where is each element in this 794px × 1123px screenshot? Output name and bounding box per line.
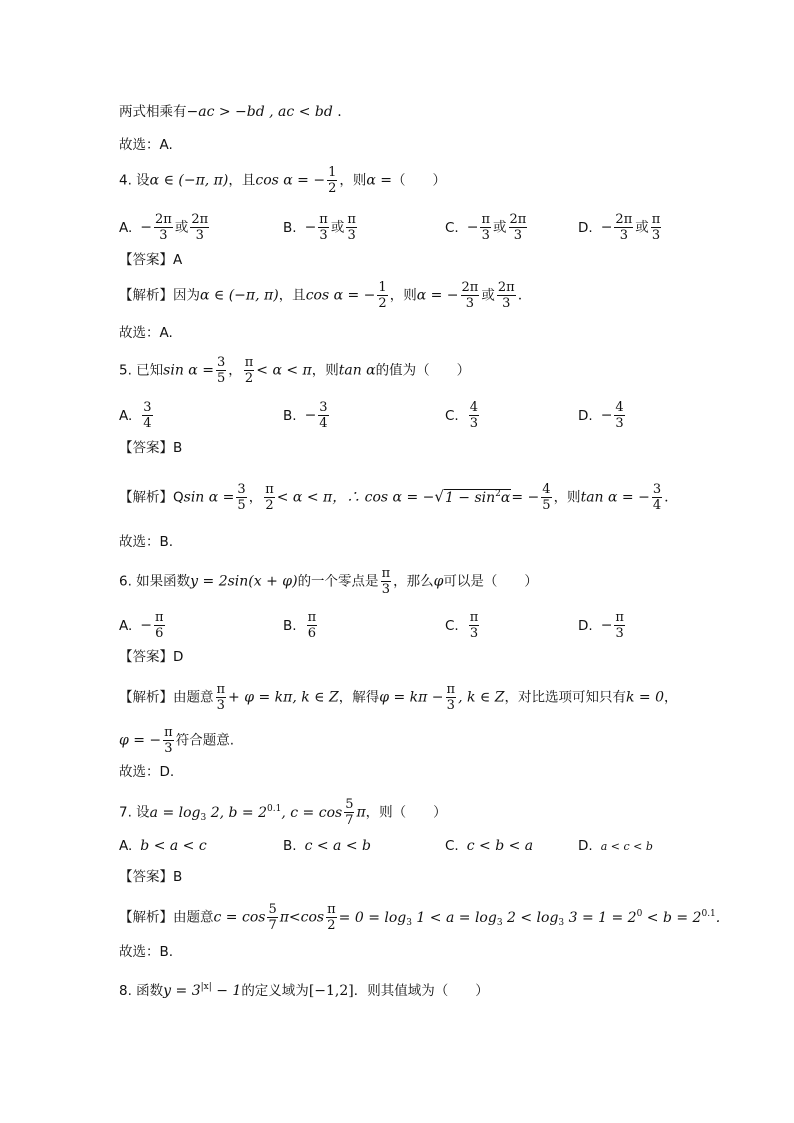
fraction: $\frac{2\pi}{3}$ <box>615 212 633 243</box>
formula: [−1,2] <box>308 983 354 999</box>
prose: 的值为（ ） <box>375 362 471 379</box>
prose: ，且 <box>228 172 256 189</box>
option-label: D. <box>578 617 593 634</box>
explanation-7 <box>119 902 720 933</box>
formula: − <box>600 617 613 634</box>
fraction: $\frac{2\pi}{3}$ <box>509 212 527 243</box>
option-d <box>578 212 663 243</box>
formula: φ = kπ − <box>379 689 444 706</box>
formula: − <box>304 407 317 424</box>
question-8 <box>119 977 489 1001</box>
option-c <box>445 212 529 243</box>
prose: ， <box>664 689 678 706</box>
formula: k = 0 <box>625 689 664 706</box>
fraction: $\frac{4}{5}$ <box>542 482 551 513</box>
fraction: $\frac{4}{3}$ <box>469 400 478 431</box>
prose: ，则（ ） <box>365 804 447 821</box>
prose: ，则 <box>339 172 367 189</box>
formula: sin α = <box>183 489 235 506</box>
formula: − <box>600 219 613 236</box>
prose: 【解析】由题意 <box>119 909 214 926</box>
option-b <box>283 610 319 641</box>
fraction: $\frac{2\pi}{3}$ <box>155 212 172 243</box>
prose: 或 <box>330 219 345 236</box>
option-label: D. <box>578 838 593 854</box>
formula: − <box>140 219 153 236</box>
prose: 或 <box>481 287 495 304</box>
option-label: C. <box>445 838 459 854</box>
formula: cos α = − <box>305 287 376 304</box>
fraction: $\frac{1}{2}$ <box>378 280 387 311</box>
option-a <box>119 610 167 641</box>
option-label: B. <box>283 838 297 854</box>
option-label: D. <box>578 407 593 424</box>
prose: . <box>332 104 342 120</box>
formula: − <box>600 407 613 424</box>
conclusion-line: 故选：A. <box>119 325 173 341</box>
answer-label: 【答案】B <box>119 869 183 885</box>
fraction: $\frac{3}{4}$ <box>319 400 328 431</box>
prose: . <box>517 287 523 304</box>
formula: α ∈ (−π, π) <box>149 172 229 189</box>
fraction: $\frac{\pi}{6}$ <box>307 610 317 641</box>
option-label: A. <box>119 617 133 634</box>
formula: − <box>140 617 153 634</box>
prose: 的定义域为 <box>241 983 309 999</box>
fraction: $\frac{\pi}{3}$ <box>446 682 456 713</box>
formula: b < a < c <box>140 838 207 854</box>
fraction: $\frac{3}{5}$ <box>237 482 246 513</box>
formula: c < b < a <box>466 838 534 854</box>
fraction: $\frac{\pi}{3}$ <box>481 212 490 243</box>
conclusion-line: 故选：B. <box>119 944 174 960</box>
prose: ， <box>228 362 242 379</box>
formula: − <box>304 219 317 236</box>
answer-label: 【答案】A <box>119 252 183 268</box>
answer-label: 【答案】D <box>119 649 184 665</box>
prose: 或 <box>174 219 189 236</box>
prose: 的一个零点是 <box>297 573 379 590</box>
formula: c = cos <box>213 909 266 926</box>
option-d <box>578 400 627 431</box>
formula: + φ = kπ, k ∈ Z <box>228 689 339 706</box>
fraction: $\frac{2\pi}{3}$ <box>191 212 209 243</box>
formula: c < a < b <box>304 838 371 854</box>
prose: . <box>664 489 669 506</box>
option-d <box>578 836 653 857</box>
formula: tan α <box>338 362 376 379</box>
fraction: $\frac{\pi}{3}$ <box>381 566 391 597</box>
explanation-4 <box>119 280 522 311</box>
prose: 符合题意. <box>175 732 235 749</box>
option-label: B. <box>283 617 297 634</box>
fraction: $\frac{3}{4}$ <box>652 482 662 513</box>
prose: 5. 已知 <box>119 362 164 379</box>
option-a <box>119 836 207 856</box>
formula: α = − <box>416 287 459 304</box>
formula: $y = 3^{|x|} - 1$ <box>163 982 242 999</box>
option-label: A. <box>119 407 133 424</box>
option-a <box>119 212 211 243</box>
fraction: $\frac{\pi}{2}$ <box>244 355 254 386</box>
prose: （ ） <box>392 172 447 189</box>
prose: ，解得 <box>338 689 380 706</box>
option-label: B. <box>283 407 297 424</box>
fraction: $\frac{\pi}{2}$ <box>265 482 274 513</box>
formula: sin α = <box>163 362 214 379</box>
formula: = $0 = \log_3 1 < a = \log_3 2 < \log_3 3 = 1 = 2^0 < b = 2^{0.1}$. <box>338 908 721 928</box>
prose: ，则 <box>311 362 339 379</box>
prose: 【解析】Q <box>119 489 184 506</box>
question-6 <box>119 566 538 597</box>
conclusion-line: 故选：D. <box>119 764 175 780</box>
formula: −ac > −bd , ac < bd <box>186 104 333 120</box>
formula: π <box>356 804 366 821</box>
prose: ， <box>248 489 263 506</box>
fraction: $\frac{\pi}{3}$ <box>469 610 479 641</box>
option-label: B. <box>283 219 297 236</box>
prose: ，则 <box>553 489 581 506</box>
fraction: $\frac{\pi}{3}$ <box>216 682 226 713</box>
prose: 【解析】由题意 <box>119 689 214 706</box>
option-label: A. <box>119 838 133 854</box>
fraction: $\frac{\pi}{3}$ <box>651 212 661 243</box>
fraction: $\frac{2\pi}{3}$ <box>497 280 515 311</box>
option-label: C. <box>445 219 459 236</box>
prose: ，则 <box>389 287 417 304</box>
option-label: D. <box>578 219 593 236</box>
formula: = − <box>511 489 540 506</box>
formula: − <box>466 219 479 236</box>
option-b <box>283 212 359 243</box>
question-7 <box>119 797 447 828</box>
explanation-5 <box>119 482 669 513</box>
fraction: $\frac{3}{5}$ <box>216 355 226 386</box>
option-c <box>445 836 533 856</box>
formula: < α < π <box>276 489 333 506</box>
formula: cos α = − <box>255 172 326 189</box>
question-5 <box>119 355 470 386</box>
fraction: $\frac{\pi}{3}$ <box>164 725 173 756</box>
answer-label: 【答案】B <box>119 440 183 456</box>
prose: 4. 设 <box>119 172 150 189</box>
formula: y = 2sin(x + φ) <box>190 573 298 590</box>
option-label: C. <box>445 407 459 424</box>
fraction: $\frac{3}{4}$ <box>143 400 152 431</box>
formula: α ∈ (−π, π) <box>200 287 279 304</box>
prose: ，对比选项可知只有 <box>504 689 626 706</box>
formula: √ <box>434 487 444 506</box>
formula: φ <box>433 573 444 590</box>
conclusion-line: 故选：A. <box>119 137 173 153</box>
fraction: $\frac{2\pi}{3}$ <box>461 280 479 311</box>
option-label: C. <box>445 617 459 634</box>
fraction: $\frac{\pi}{3}$ <box>615 610 624 641</box>
prose: 【解析】因为 <box>119 287 200 304</box>
prose: 或 <box>493 219 507 236</box>
fraction: $\frac{4}{3}$ <box>615 400 624 431</box>
formula: a < c < b <box>600 840 653 853</box>
prose: ，且 <box>278 287 306 304</box>
prose: 7. 设 <box>119 804 150 821</box>
fraction: $\frac{5}{7}$ <box>268 902 277 933</box>
formula: < α < π <box>256 362 312 379</box>
fraction: $\frac{\pi}{2}$ <box>327 902 336 933</box>
option-b <box>283 836 371 856</box>
conclusion-line: 故选：B. <box>119 534 174 550</box>
fraction: $\frac{5}{7}$ <box>345 797 354 828</box>
prose: 可以是（ ） <box>443 573 538 590</box>
option-c <box>445 400 481 431</box>
option-d <box>578 610 627 641</box>
text-line <box>119 102 342 122</box>
formula: α = <box>366 172 393 189</box>
formula: ，∴ cos α = − <box>332 489 435 506</box>
formula: π<cos <box>279 909 325 926</box>
prose: ．则其值域为（ ） <box>353 983 489 999</box>
option-b <box>283 400 331 431</box>
explanation-6 <box>119 682 678 713</box>
option-label: A. <box>119 219 133 236</box>
option-a <box>119 400 155 431</box>
formula: $1 - \sin^2\alpha$ <box>444 488 511 506</box>
prose: 8. 函数 <box>119 983 164 999</box>
fraction: $\frac{\pi}{3}$ <box>319 212 328 243</box>
formula: , k ∈ Z <box>458 689 505 706</box>
prose: 两式相乘有 <box>119 104 187 120</box>
fraction: $\frac{1}{2}$ <box>328 165 337 196</box>
fraction: $\frac{\pi}{3}$ <box>347 212 356 243</box>
question-4 <box>119 165 446 196</box>
formula: tan α = − <box>580 489 650 506</box>
prose: ，那么 <box>393 573 434 590</box>
prose: 或 <box>635 219 649 236</box>
explanation-6-cont <box>119 725 234 756</box>
fraction: $\frac{\pi}{6}$ <box>155 610 164 641</box>
prose: 6. 如果函数 <box>119 573 191 590</box>
option-c <box>445 610 481 641</box>
formula: $a = \log_3 2$, $b = 2^{0.1}$, c = cos <box>149 803 343 823</box>
formula: φ = − <box>119 732 162 749</box>
